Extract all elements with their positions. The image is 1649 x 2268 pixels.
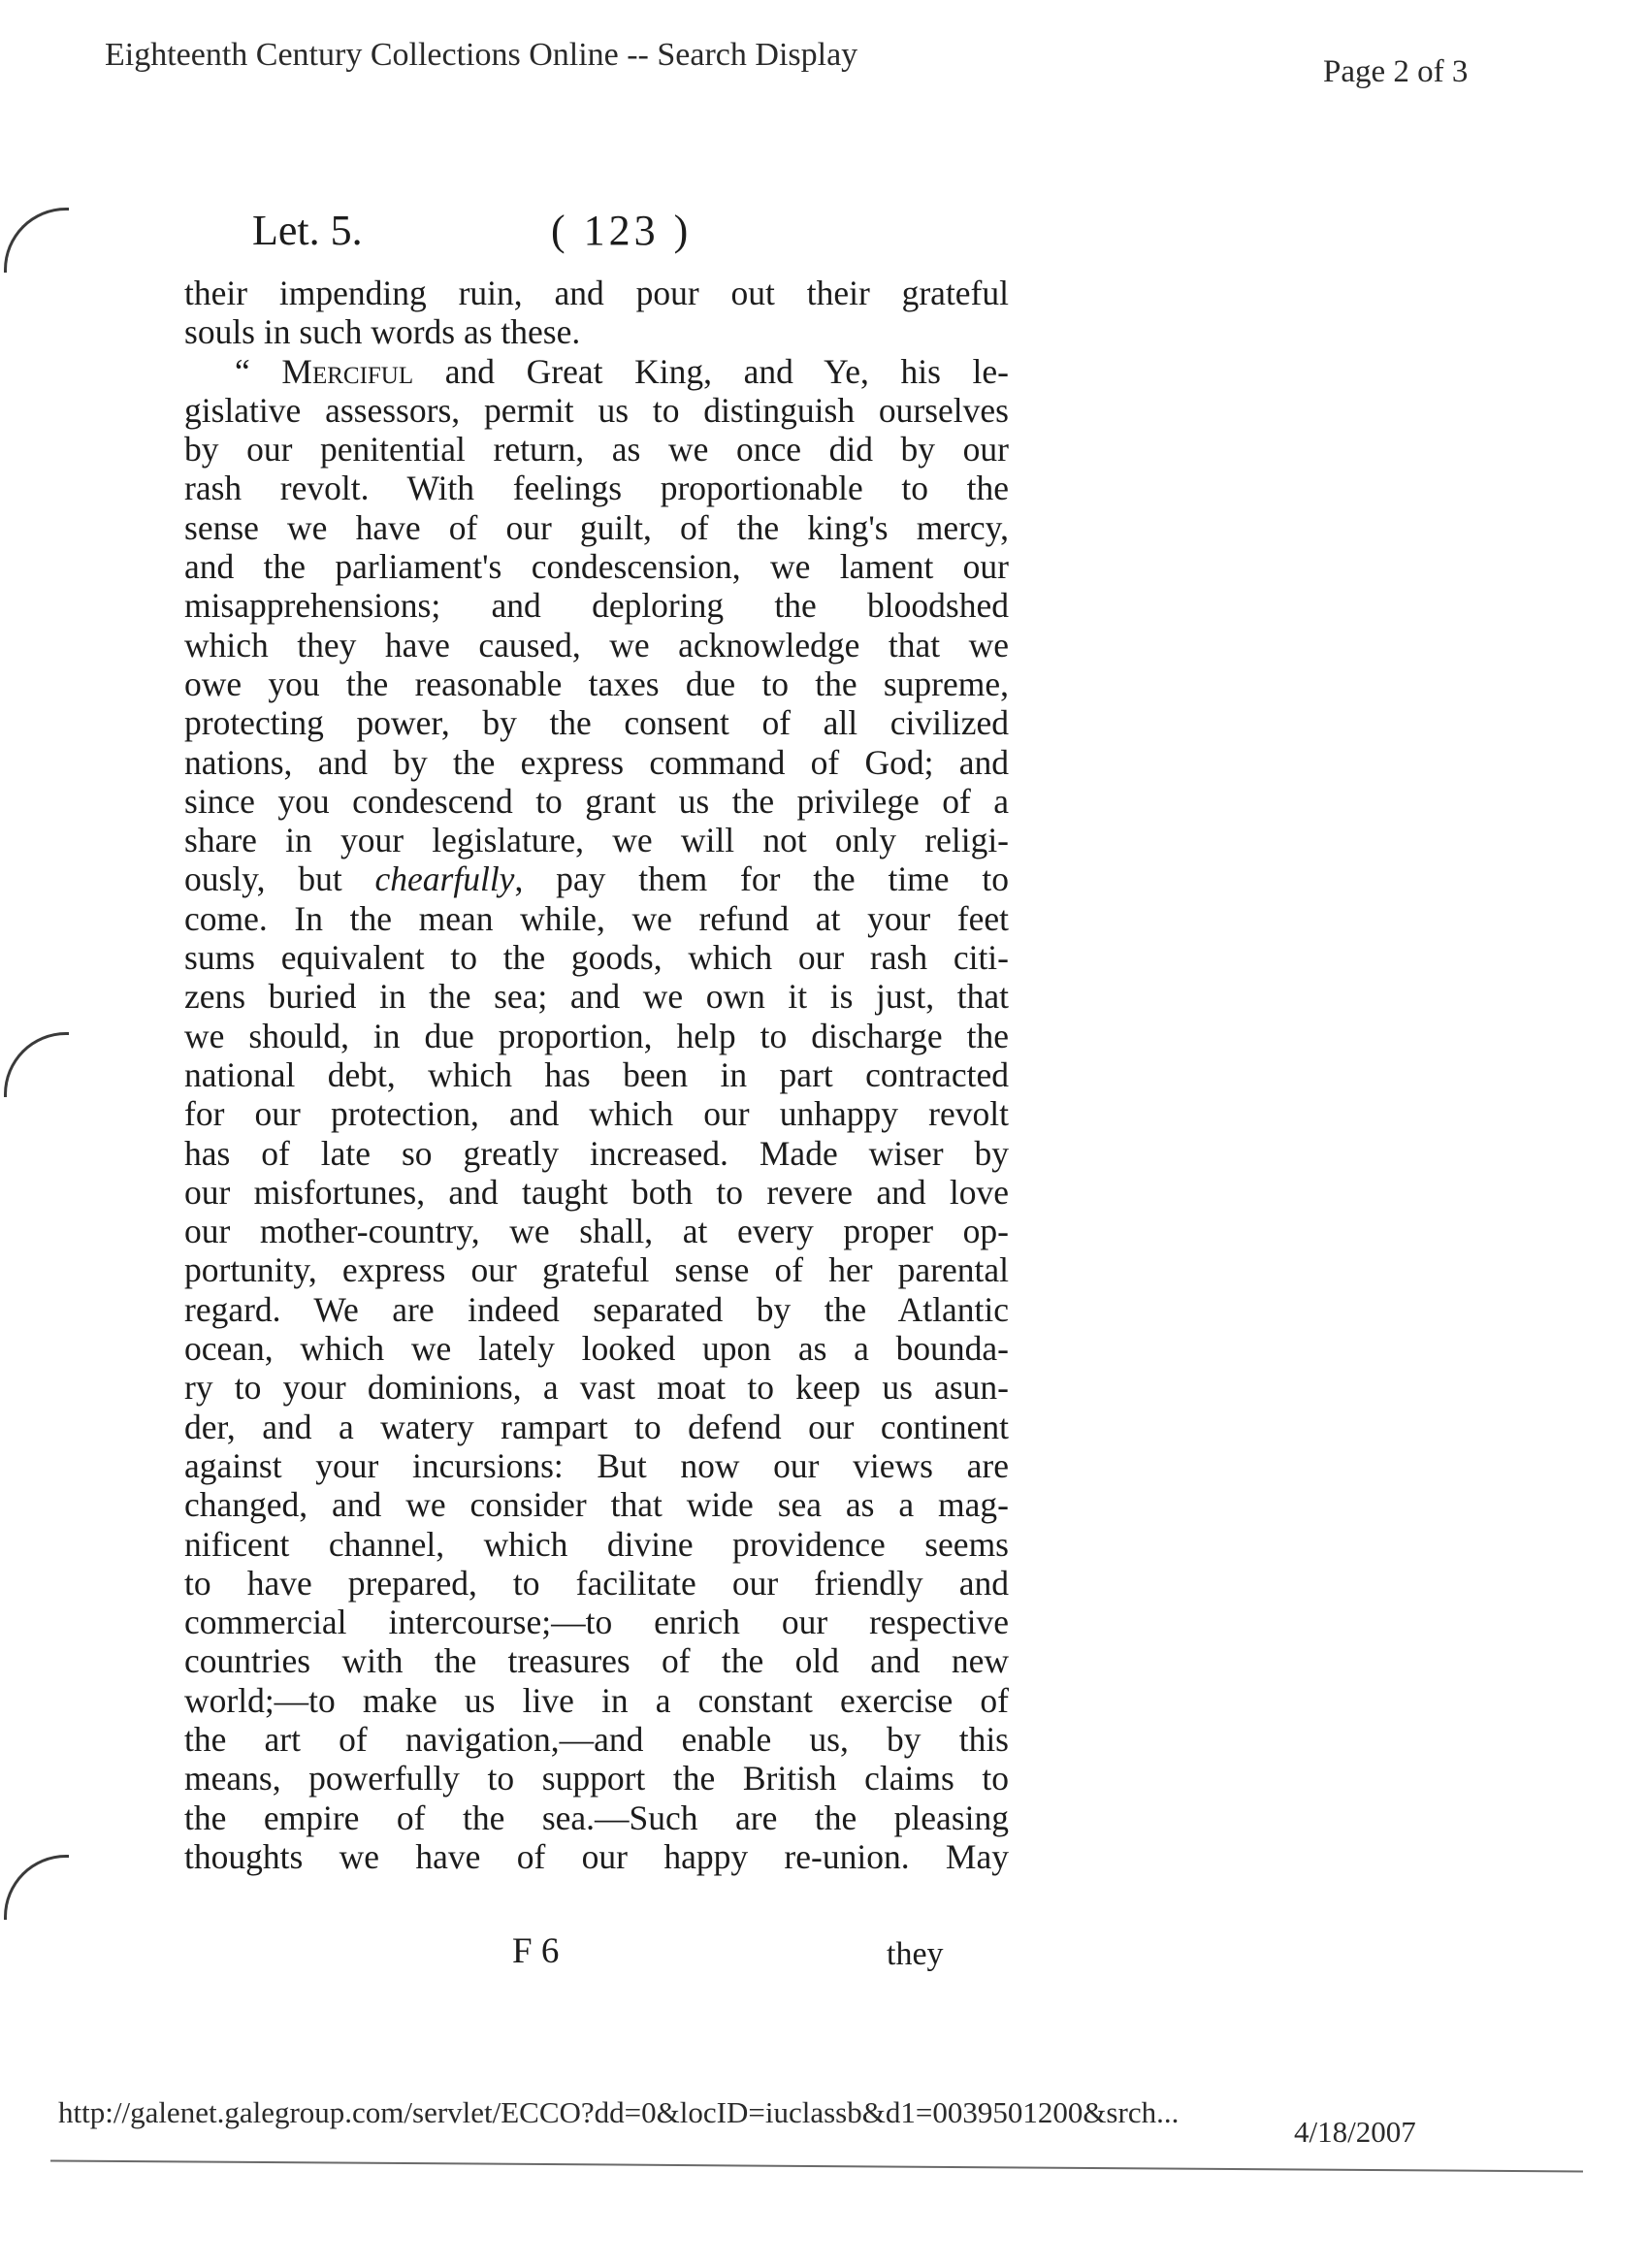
text-fragment: and Great King, and Ye, his le-	[413, 351, 1009, 391]
text-line: nations, and by the express command of God; and	[184, 742, 1009, 782]
text-line: our mother-country, we shall, at every proper op-	[184, 1212, 1009, 1251]
text-line: against your incursions: But now our views are	[184, 1445, 1009, 1485]
text-line: protecting power, by the consent of all civilized	[184, 703, 1009, 743]
text-line: countries with the treasures of the old and new	[184, 1641, 1009, 1681]
text-line: rash revolt. With feelings proportionable to the	[184, 469, 1009, 508]
text-line: means, powerfully to support the British claims to	[184, 1759, 1009, 1798]
text-line: misapprehensions; and deploring the bloodshed	[184, 586, 1009, 626]
text-line: portunity, express our grateful sense of her parental	[184, 1250, 1009, 1290]
text-line: zens buried in the sea; and we own it is just, that	[184, 977, 1009, 1017]
text-line: owe you the reasonable taxes due to the supreme,	[184, 664, 1009, 703]
small-caps-word: Merciful	[281, 351, 414, 391]
text-line: and the parliament's condescension, we lament our	[184, 547, 1009, 587]
print-header-title: Eighteenth Century Collections Online -- Search Display	[105, 37, 858, 73]
text-line: since you condescend to grant us the privilege of a	[184, 781, 1009, 821]
text-line: sense we have of our guilt, of the king's mercy,	[184, 507, 1009, 547]
text-line: sums equivalent to the goods, which our rash citi-	[184, 938, 1009, 978]
text-line: by our penitential return, as we once did by our	[184, 430, 1009, 470]
binding-hole-mark	[4, 208, 69, 273]
text-line: thoughts we have of our happy re-union. May	[184, 1836, 1009, 1876]
running-head: Let. 5.	[252, 207, 363, 254]
catchword: they	[887, 1936, 944, 1972]
text-line: to have prepared, to facilitate our friendly and	[184, 1563, 1009, 1603]
opening-quote: “	[235, 351, 282, 391]
text-line	[184, 352, 1009, 391]
text-line: has of late so greatly increased. Made wiser by	[184, 1133, 1009, 1173]
text-line: the empire of the sea.—Such are the pleasing	[184, 1798, 1009, 1837]
text-line: ocean, which we lately looked upon as a bounda-	[184, 1329, 1009, 1369]
letter-body-text	[184, 274, 1009, 1876]
text-line: changed, and we consider that wide sea as a mag-	[184, 1485, 1009, 1525]
text-line: ry to your dominions, a vast moat to keep us asun-	[184, 1368, 1009, 1408]
text-line: der, and a watery rampart to defend our continent	[184, 1407, 1009, 1446]
text-line: souls in such words as these.	[184, 312, 581, 352]
signature-mark: F 6	[512, 1931, 560, 1971]
page-indicator: Page 2 of 3	[1323, 54, 1469, 89]
text-line: share in your legislature, we will not only religi-	[184, 821, 1009, 860]
text-line: world;—to make us live in a constant exercise of	[184, 1680, 1009, 1720]
text-line	[184, 859, 1009, 898]
text-line: our misfortunes, and taught both to revere and love	[184, 1172, 1009, 1212]
text-line: their impending ruin, and pour out their grateful	[184, 274, 1009, 312]
text-line: come. In the mean while, we refund at your feet	[184, 898, 1009, 938]
book-page-header	[252, 206, 970, 264]
binding-hole-mark	[4, 1032, 69, 1097]
text-line: national debt, which has been in part contracted	[184, 1054, 1009, 1094]
binding-hole-mark	[4, 1855, 69, 1920]
book-page-number: ( 123 )	[551, 207, 693, 254]
text-fragment: , pay them for the time to	[514, 859, 1009, 899]
text-line: regard. We are indeed separated by the Atlantic	[184, 1289, 1009, 1329]
text-line: gislative assessors, permit us to distinguish ourselves	[184, 390, 1009, 430]
text-line: for our protection, and which our unhappy revolt	[184, 1094, 1009, 1134]
text-fragment: ously, but	[184, 859, 375, 899]
text-line: commercial intercourse;—to enrich our respective	[184, 1603, 1009, 1642]
source-url: http://galenet.galegroup.com/servlet/ECCO?dd=0&locID=iuclassb&d1=0039501200&srch...	[58, 2095, 1180, 2129]
text-line: we should, in due proportion, help to discharge the	[184, 1016, 1009, 1055]
footer-divider	[50, 2159, 1583, 2172]
text-line: nificent channel, which divine providence seems	[184, 1524, 1009, 1564]
text-line: the art of navigation,—and enable us, by this	[184, 1719, 1009, 1759]
text-line: which they have caused, we acknowledge that we	[184, 625, 1009, 664]
print-date: 4/18/2007	[1294, 2115, 1416, 2149]
italic-word: chearfully	[374, 859, 515, 899]
